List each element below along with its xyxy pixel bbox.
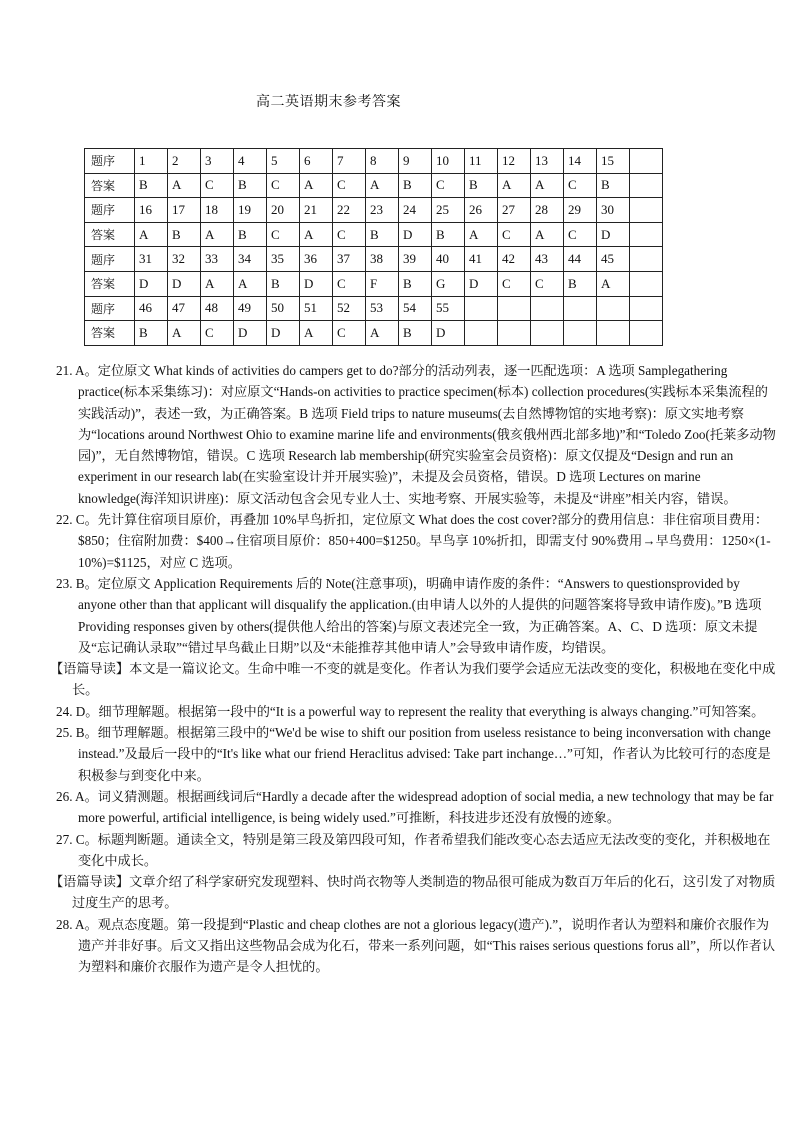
- answer-explanation: 27. C。标题判断题。通读全文，特别是第三段及第四段可知，作者希望我们能改变心态去适应无法改变的变化，并积极地在变化中成长。: [56, 831, 771, 868]
- table-cell: B: [564, 271, 597, 296]
- table-cell: 18: [201, 198, 234, 223]
- table-cell: 44: [564, 247, 597, 272]
- table-cell: B: [234, 222, 267, 247]
- table-cell: 24: [399, 198, 432, 223]
- table-cell: 45: [597, 247, 630, 272]
- table-cell: [498, 321, 531, 346]
- answer-explanation: 26. A。词义猜测题。根据画线词后“Hardly a decade after the widespread adoption of social media, a new technology that may be far more powerful, artificial intelligence, is being widely used.”可推断，科技进步还没有放慢的迹象。: [56, 788, 774, 826]
- table-cell: B: [234, 173, 267, 198]
- table-cell: B: [399, 173, 432, 198]
- table-cell: D: [168, 271, 201, 296]
- answer-explanation: 21. A。定位原文 What kinds of activities do campers get to do?部分的活动列表，逐一匹配选项：A 选项 Samplegathering practice(标本采集练习)：对应原文“Hands-on activities to practice specimen(标本) collection procedures(实践标本采集流程的实践活动)”，表述一致，为正确答案。B 选项 Field trips to nature museums(去自然博物馆的实地考察)：原文实地考察为“locations around Northwest Ohio to examine marine life and environments(俄亥俄州西北部多地)”和“Toledo Zoo(托莱多动物园)”，无自然博物馆，错误。C 选项 Research lab membership(研究实验室会员资格)：原文仅提及“Design and run an experiment in our research lab(在实验室设计并开展实验)”，未提及会员资格，错误。D 选项 Lectures on marine knowledge(海洋知识讲座)：原文活动包含会见专业人士、实地考察、开展实验等，未提及“讲座”相关内容，错误。: [56, 363, 776, 506]
- table-cell: 16: [135, 198, 168, 223]
- table-cell: 12: [498, 149, 531, 174]
- table-cell: 29: [564, 198, 597, 223]
- row-header: 答案: [85, 271, 135, 296]
- table-cell: A: [201, 222, 234, 247]
- table-cell: 50: [267, 296, 300, 321]
- table-cell: 1: [135, 149, 168, 174]
- table-cell: B: [168, 222, 201, 247]
- table-cell: B: [135, 173, 168, 198]
- table-cell: 7: [333, 149, 366, 174]
- table-cell: C: [201, 321, 234, 346]
- table-cell: 26: [465, 198, 498, 223]
- table-cell: 49: [234, 296, 267, 321]
- table-cell: A: [300, 173, 333, 198]
- table-cell: A: [300, 222, 333, 247]
- table-cell: [630, 198, 663, 223]
- table-cell: C: [267, 173, 300, 198]
- table-cell: 34: [234, 247, 267, 272]
- table-cell: [597, 321, 630, 346]
- table-cell: B: [399, 321, 432, 346]
- table-cell: D: [300, 271, 333, 296]
- table-cell: 22: [333, 198, 366, 223]
- table-cell: C: [333, 321, 366, 346]
- table-cell: B: [267, 271, 300, 296]
- table-cell: A: [300, 321, 333, 346]
- answer-table: [84, 148, 663, 346]
- table-cell: 47: [168, 296, 201, 321]
- answer-explanation: 25. B。细节理解题。根据第三段中的“We'd be wise to shift our position from useless resistance to being inconversation with change instead.”及最后一段中的“It's like what our friend Heraclitus advised: Take part inchange…”可知，作者认为比较可行的态度是积极参与到变化中来。: [56, 725, 771, 783]
- table-cell: [564, 296, 597, 321]
- table-cell: 43: [531, 247, 564, 272]
- table-cell: C: [432, 173, 465, 198]
- table-cell: A: [531, 173, 564, 198]
- table-cell: 53: [366, 296, 399, 321]
- table-cell: 55: [432, 296, 465, 321]
- table-cell: 9: [399, 149, 432, 174]
- row-header: 答案: [85, 321, 135, 346]
- table-cell: 6: [300, 149, 333, 174]
- answer-row: [85, 321, 663, 346]
- table-cell: 39: [399, 247, 432, 272]
- table-cell: [630, 321, 663, 346]
- table-cell: 46: [135, 296, 168, 321]
- table-cell: 10: [432, 149, 465, 174]
- table-cell: 13: [531, 149, 564, 174]
- table-cell: 17: [168, 198, 201, 223]
- table-cell: B: [366, 222, 399, 247]
- table-cell: 52: [333, 296, 366, 321]
- table-cell: C: [564, 222, 597, 247]
- table-cell: 27: [498, 198, 531, 223]
- table-cell: A: [531, 222, 564, 247]
- question-number-row: [85, 296, 663, 321]
- table-cell: C: [564, 173, 597, 198]
- table-cell: [630, 271, 663, 296]
- table-cell: B: [432, 222, 465, 247]
- explanations: [50, 360, 778, 978]
- row-header: 答案: [85, 173, 135, 198]
- table-cell: [630, 296, 663, 321]
- answer-row: [85, 271, 663, 296]
- table-cell: 32: [168, 247, 201, 272]
- answer-row: [85, 222, 663, 247]
- table-cell: D: [135, 271, 168, 296]
- table-cell: C: [498, 222, 531, 247]
- table-cell: 25: [432, 198, 465, 223]
- table-cell: [498, 296, 531, 321]
- passage-guide: 【语篇导读】本文是一篇议论文。生命中唯一不变的就是变化。作者认为我们要学会适应无法改变的变化，积极地在变化中成长。: [50, 661, 776, 698]
- row-header: 题序: [85, 247, 135, 272]
- table-cell: B: [465, 173, 498, 198]
- table-cell: 40: [432, 247, 465, 272]
- answer-explanation: 28. A。观点态度题。第一段提到“Plastic and cheap clothes are not a glorious legacy(遗产).”，说明作者认为塑料和廉价衣服作为遗产并非好事。后文又指出这些物品会成为化石，带来一系列问题，如“This raises serious questions forus all”，所以作者认为塑料和廉价衣服作为遗产是令人担忧的。: [56, 916, 776, 975]
- table-cell: 35: [267, 247, 300, 272]
- table-cell: 19: [234, 198, 267, 223]
- table-cell: A: [135, 222, 168, 247]
- table-cell: C: [201, 173, 234, 198]
- table-cell: A: [465, 222, 498, 247]
- table-cell: C: [267, 222, 300, 247]
- table-cell: 3: [201, 149, 234, 174]
- answer-explanation: 24. D。细节理解题。根据第一段中的“It is a powerful way to represent the reality that everything is always changing.”可知答案。: [56, 703, 765, 719]
- table-cell: [531, 321, 564, 346]
- table-cell: C: [531, 271, 564, 296]
- table-cell: 41: [465, 247, 498, 272]
- page-title: 高二英语期末参考答案: [256, 94, 401, 110]
- table-cell: A: [498, 173, 531, 198]
- answer-explanation: 23. B。定位原文 Application Requirements 后的 Note(注意事项)，明确申请作废的条件：“Answers to questionsprovided by anyone other than that applicant will disqualify the application.(由申请人以外的人提供的问题答案将导致申请作废)。”B 选项 Providing responses given by others(提供他人给出的答案)与原文表述完全一致，为正确答案。A、C、D 选项：原文未提及“忘记确认录取”“错过早鸟截止日期”以及“未能推荐其他申请人”会导致申请作废，均错误。: [56, 575, 762, 655]
- table-cell: 38: [366, 247, 399, 272]
- question-number-row: [85, 198, 663, 223]
- table-cell: C: [333, 222, 366, 247]
- table-cell: [597, 296, 630, 321]
- table-cell: 5: [267, 149, 300, 174]
- table-cell: 8: [366, 149, 399, 174]
- table-cell: 30: [597, 198, 630, 223]
- table-cell: A: [201, 271, 234, 296]
- table-cell: A: [597, 271, 630, 296]
- passage-guide: 【语篇导读】文章介绍了科学家研究发现塑料、快时尚衣物等人类制造的物品很可能成为数百万年后的化石，这引发了对物质过度生产的思考。: [50, 874, 776, 911]
- table-cell: 54: [399, 296, 432, 321]
- table-cell: 2: [168, 149, 201, 174]
- table-cell: G: [432, 271, 465, 296]
- table-cell: D: [597, 222, 630, 247]
- table-cell: 36: [300, 247, 333, 272]
- table-cell: A: [234, 271, 267, 296]
- table-cell: 31: [135, 247, 168, 272]
- question-number-row: [85, 247, 663, 272]
- table-cell: D: [234, 321, 267, 346]
- table-cell: [465, 321, 498, 346]
- table-cell: 23: [366, 198, 399, 223]
- table-cell: [630, 247, 663, 272]
- table-cell: A: [366, 173, 399, 198]
- table-cell: [465, 296, 498, 321]
- table-cell: [630, 222, 663, 247]
- table-cell: B: [399, 271, 432, 296]
- table-cell: 21: [300, 198, 333, 223]
- table-cell: C: [498, 271, 531, 296]
- table-cell: 42: [498, 247, 531, 272]
- table-cell: 33: [201, 247, 234, 272]
- question-number-row: [85, 149, 663, 174]
- table-cell: A: [168, 321, 201, 346]
- table-cell: A: [168, 173, 201, 198]
- table-cell: 48: [201, 296, 234, 321]
- table-cell: [531, 296, 564, 321]
- table-cell: [564, 321, 597, 346]
- table-cell: D: [465, 271, 498, 296]
- table-cell: 28: [531, 198, 564, 223]
- row-header: 题序: [85, 296, 135, 321]
- table-cell: F: [366, 271, 399, 296]
- answer-row: [85, 173, 663, 198]
- table-cell: 4: [234, 149, 267, 174]
- row-header: 答案: [85, 222, 135, 247]
- table-cell: D: [432, 321, 465, 346]
- table-cell: D: [267, 321, 300, 346]
- table-cell: C: [333, 173, 366, 198]
- answer-explanation: 22. C。先计算住宿项目原价，再叠加 10%早鸟折扣，定位原文 What does the cost cover?部分的费用信息：非住宿项目费用：$850；住宿附加费：$400→住宿项目原价：850+400=$1250。早鸟享 10%折扣，即需支付 90%费用→早鸟费用：1250×(1-10%)=$1125，对应 C 选项。: [56, 512, 771, 570]
- table-cell: D: [399, 222, 432, 247]
- table-cell: A: [366, 321, 399, 346]
- row-header: 题序: [85, 198, 135, 223]
- table-cell: C: [333, 271, 366, 296]
- row-header: 题序: [85, 149, 135, 174]
- table-cell: 11: [465, 149, 498, 174]
- table-cell: 51: [300, 296, 333, 321]
- table-cell: [630, 173, 663, 198]
- table-cell: 20: [267, 198, 300, 223]
- table-cell: 37: [333, 247, 366, 272]
- table-cell: B: [597, 173, 630, 198]
- table-cell: 14: [564, 149, 597, 174]
- table-cell: [630, 149, 663, 174]
- table-cell: 15: [597, 149, 630, 174]
- table-cell: B: [135, 321, 168, 346]
